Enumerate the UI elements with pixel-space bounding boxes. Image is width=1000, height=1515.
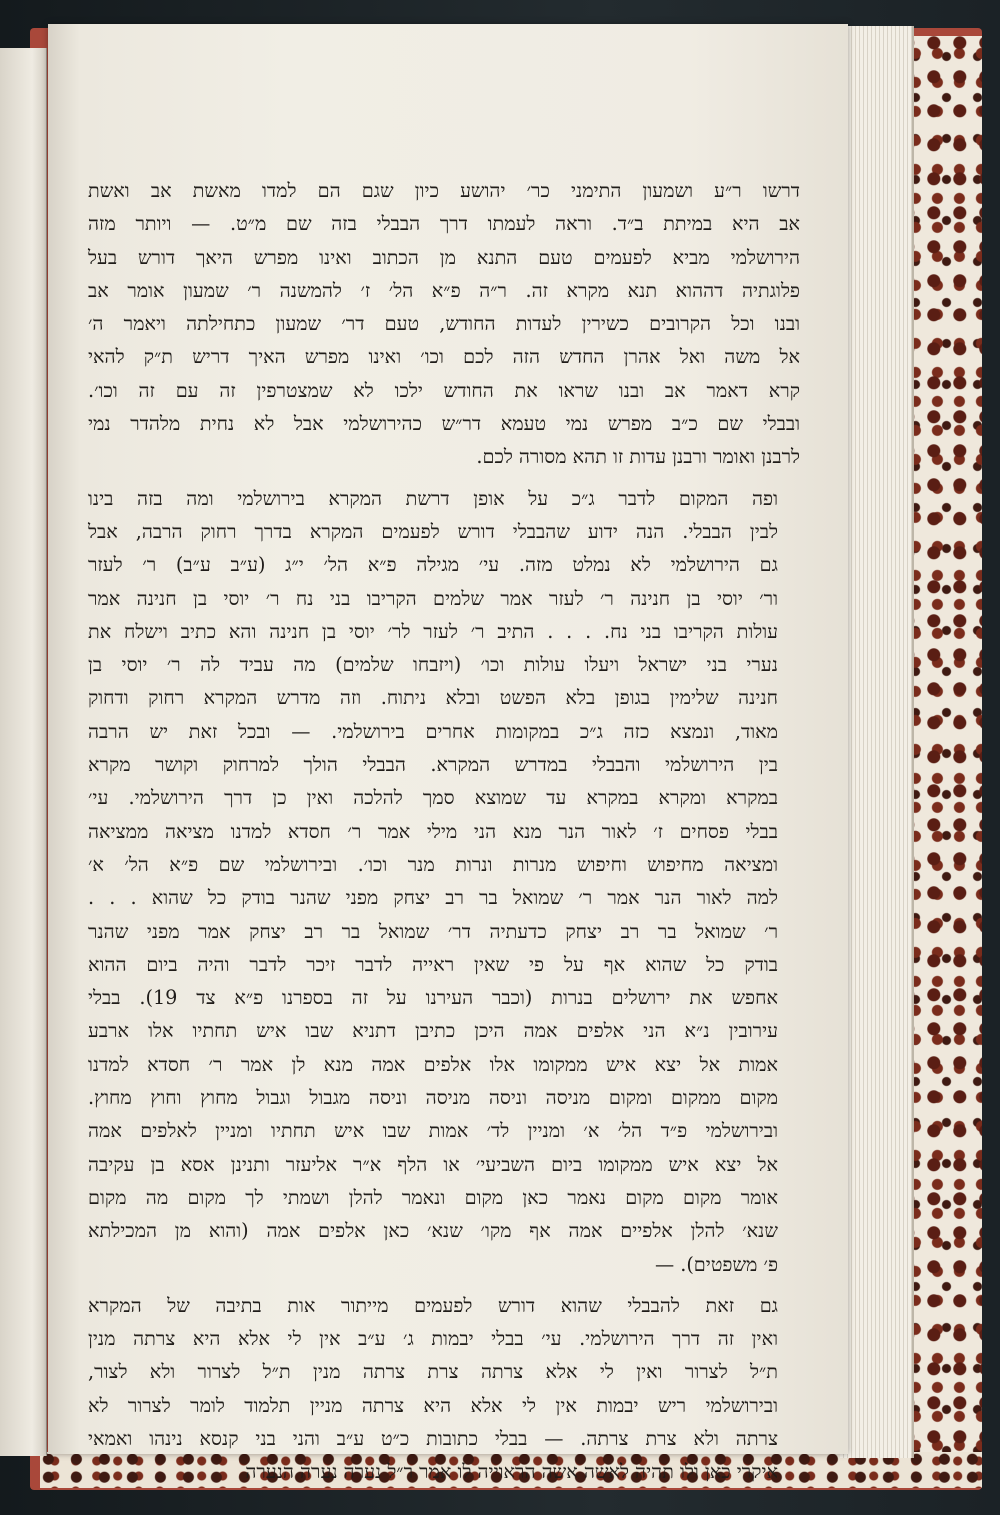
text-line: ר׳ שמואל בר רב יצחק כדעתיה דר׳ שמואל בר רב יצחק אמר מפני שהנר <box>88 919 778 943</box>
paragraph <box>88 482 800 1281</box>
text-line: מאוד, ונמצא כזה ג״כ במקומות אחרים בירושלמי. — ובכל זאת יש הרבה <box>88 719 778 743</box>
text-line: גם הירושלמי לא נמלט מזה. עי׳ מגילה פ״א הל׳ י״ג (ע״ב ע״ב) ר׳ לעזר <box>88 553 778 577</box>
text-line: אומר מקום מקום נאמר כאן מקום ונאמר להלן ושמתי לך מקום מה מקום <box>88 1185 778 1209</box>
paragraph <box>88 174 800 474</box>
text-line: לבין הבבלי. הנה ידוע שהבבלי דורש לפעמים המקרא בדרך רחוק הרבה, אבל <box>88 519 778 543</box>
text-line: בודק כל שהוא אף על פי שאין ראייה לדבר זיכר לדבר והיה ביום ההוא <box>88 952 778 976</box>
text-line: אל משה ואל אהרן החדש הזה לכם וכו׳ ואינו מפרש האיך דריש ת״ק להאי <box>88 345 800 369</box>
text-line: בין הירושלמי והבבלי במדרש המקרא. הבבלי הולך למרחוק וקושר מקרא <box>88 753 778 777</box>
text-line: ובנו וכל הקרובים כשירין לעדות החודש, טעם דר׳ שמעון כתחילתה ויאמר ה׳ <box>88 312 800 336</box>
text-line: ובירושלמי ריש יבמות אין לי אלא היא צרתה מניין תלמוד לומר לצרור לא <box>88 1393 778 1417</box>
text-line: אב היא במיתת ב״ד. וראה לעמתו דרך הבבלי בזה שם מ״ט. — ויותר מזה <box>88 212 800 236</box>
text-line: נערי בני ישראל ויעלו עולות וכו׳ (ויזבחו שלמים) מה עביד לה ר׳ יוסי בן <box>88 653 778 677</box>
text-line: אחפש את ירושלים בנרות (וכבר העירנו על זה בספרנו פ״א צד 19). בבלי <box>88 986 778 1010</box>
text-line: למה לאור הנר אמר ר׳ שמואל בר רב יצחק מפני שהנר בודק כל שהוא . . . <box>88 886 778 910</box>
text-line: הירושלמי מביא לפעמים טעם התנא מן הכתוב ואינו מפרש היאך דורש בעל <box>88 245 800 269</box>
text-line: ובבלי שם כ״ב מפרש נמי טעמא דר״ש כהירושלמי אבל לא נחית מלהדר נמי <box>88 412 800 436</box>
text-line: שנא׳ להלן אלפיים אמה אף מקו׳ שנא׳ כאן אלפים אמה (והוא מן המכילתא <box>88 1219 778 1243</box>
text-line: מקום ממקום ומקום מניסה וניסה מניסה וניסה מגבול וגבול מחוץ וחוץ מחוץ. <box>88 1086 778 1110</box>
text-line: איקרי כאן ולו תהיה לאשה אשה הראוייה לו אמר ר״ל נערה נערה הנערה <box>245 1460 778 1484</box>
text-line: אל יצא איש ממקומו ביום השביעי׳ או הלף א״ר אליעזר ותנינן אסא בן עקיבה <box>88 1152 778 1176</box>
paragraph <box>88 1289 800 1489</box>
text-line: קרא דאמר אב ובנו שראו את החודש ילכו לא שמצטרפין זה עם זה וכו׳. <box>88 378 800 402</box>
left-page-edge <box>0 48 47 1456</box>
text-line: אמות אל יצא איש ממקומו אלו אלפים אמה מנא לן אמר ר׳ חסדא למדנו <box>88 1052 778 1076</box>
text-line: גם זאת להבבלי שהוא דורש לפעמים מייתור אות בתיבה של המקרא <box>88 1293 778 1317</box>
book-page <box>48 24 848 1484</box>
text-line: צרתה ולא צרת צרתה. — בבלי כתובות כ״ט ע״ב והני בני קנסא נינהו ואמאי <box>88 1426 778 1450</box>
text-line: עולות הקריבו בני נח. . . . התיב ר׳ לעזר לר׳ יוסי בן חנינה והא כתיב וישלח את <box>88 619 778 643</box>
text-line: פ׳ משפטים). — <box>654 1252 778 1276</box>
text-line: דרשו ר״ע ושמעון התימני כר׳ יהושע כיון שגם הם למדו מאשת אב ואשת <box>88 179 800 202</box>
text-line: ומציאה מחיפוש וחיפוש מנרות ונרות מנר וכו׳. ובירושלמי שם פ״א הל׳ א׳ <box>88 852 778 876</box>
text-line: במקרא ומקרא במקרא עד שמוצא סמך להלכה ואין כן דרך הירושלמי. עי׳ <box>88 786 778 810</box>
text-line: עירובין נ״א הני אלפים אמה היכן כתיבן דתניא שבו איש תחתיו אלו ארבע <box>88 1019 778 1043</box>
text-line: ואין זה דרך הירושלמי. עי׳ בבלי יבמות ג׳ ע״ב אין לי אלא היא צרתה מנין <box>88 1327 778 1351</box>
text-line: ת״ל לצרור ואין לי אלא צרתה צרת צרתה מנין ת״ל לצרור ולא לצור, <box>88 1360 778 1384</box>
text-line: חנינה שלימין בגופן בלא הפשט ובלא ניתוח. וזה מדרש המקרא רחוק ודחוק <box>88 686 778 710</box>
page-stack <box>840 26 914 1458</box>
text-line: פלוגתיה דההוא תנא מקרא זה. ר״ה פ״א הל׳ ז׳ להמשנה ר׳ שמעון אומר אב <box>88 278 800 302</box>
text-line: ופה המקום לדבר ג״כ על אופן דרשת המקרא בירושלמי ומה בזה בינו <box>88 486 778 510</box>
text-line: בבלי פסחים ז׳ לאור הנר מנא הני מילי אמר ר׳ חסדא למדנו מציאה ממציאה <box>88 819 778 843</box>
text-line: ובירושלמי פ״ד הל׳ א׳ ומניין לד׳ אמות שבו איש תחתיו ומניין לאלפים אמה <box>88 1119 778 1143</box>
text-line: לרבנן ואומר ורבנן עדות זו תהא מסורה לכם. <box>476 445 800 469</box>
text-line: ור׳ יוסי בן חנינה ר׳ לעזר אמר שלמים הקריבו בני נח ר׳ יוסי בן חנינה אמר <box>88 586 778 610</box>
page-text <box>88 174 800 1497</box>
